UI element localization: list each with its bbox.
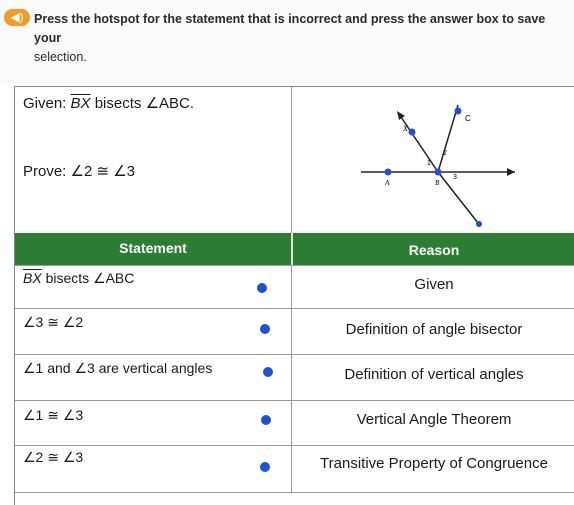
given-prefix: Given: <box>23 95 71 112</box>
label-3: 3 <box>453 174 457 181</box>
reason-cell: Vertical Angle Theorem <box>356 411 512 428</box>
prove-prefix: Prove: <box>23 163 71 180</box>
instruction-bar <box>0 0 574 84</box>
statement-header: Statement <box>119 240 187 256</box>
table-header <box>15 233 574 265</box>
hotspot-dot[interactable] <box>263 367 273 377</box>
statement-ray: $\overline{BX}$ <box>23 270 42 286</box>
statement-cell: ∠1 ≅ ∠3 <box>23 407 84 423</box>
hotspot-dot[interactable] <box>260 462 270 472</box>
instruction-text <box>34 10 564 67</box>
speaker-icon[interactable]: ◀) <box>4 9 30 26</box>
label-c: C <box>465 114 471 123</box>
label-1: 1 <box>427 160 431 167</box>
point-b <box>435 169 442 176</box>
row-divider <box>291 266 292 309</box>
row-divider <box>291 309 292 355</box>
table-row[interactable] <box>15 445 574 493</box>
label-a: A <box>385 179 390 187</box>
statement-cell: ∠2 ≅ ∠3 <box>23 449 84 465</box>
arrow-x-icon <box>397 111 405 120</box>
angle-diagram-svg <box>293 87 574 233</box>
point-lower <box>476 221 482 227</box>
instruction-line1: Press the hotspot for the statement that is incorrect and press the answer box to save your <box>34 12 546 45</box>
prove-statement: ∠2 ≅ ∠3 <box>70 163 136 180</box>
given-text <box>23 94 194 112</box>
instruction-line2: selection. <box>34 50 87 64</box>
point-a <box>385 169 392 176</box>
reason-cell: Definition of vertical angles <box>344 366 524 383</box>
table-row[interactable] <box>15 308 574 355</box>
row-divider <box>291 355 292 401</box>
label-x: X <box>403 124 408 133</box>
ray-bc <box>438 105 458 172</box>
table-row[interactable] <box>15 354 574 401</box>
label-2: 2 <box>443 150 447 157</box>
point-c <box>455 108 462 115</box>
statement-cell: ∠3 ≅ ∠2 <box>23 314 84 330</box>
hotspot-dot[interactable] <box>261 415 271 425</box>
row-divider <box>291 401 292 446</box>
reason-header: Reason <box>408 242 460 258</box>
label-b: B <box>435 179 440 187</box>
given-statement: bisects ∠ABC. <box>90 95 195 112</box>
reason-cell: Transitive Property of Congruence <box>320 455 548 472</box>
statement-cell <box>23 270 134 287</box>
prove-text <box>23 162 135 180</box>
given-prove-panel <box>15 87 292 233</box>
angle-diagram <box>293 87 574 233</box>
reason-cell: Definition of angle bisector <box>345 321 523 338</box>
hotspot-dot[interactable] <box>257 283 267 293</box>
arrow-right-icon <box>507 168 515 176</box>
table-row[interactable] <box>15 265 574 309</box>
proof-card <box>14 86 574 505</box>
hotspot-dot[interactable] <box>260 324 270 334</box>
statement-cell: ∠1 and ∠3 are vertical angles <box>23 360 213 376</box>
row-divider <box>291 446 292 492</box>
table-row[interactable] <box>15 400 574 446</box>
point-x <box>409 129 416 136</box>
given-ray: $\overline{BX}$ <box>70 95 91 112</box>
reason-cell: Given <box>414 276 454 293</box>
ray-extension <box>438 172 478 223</box>
statement-text: bisects ∠ABC <box>41 270 135 286</box>
